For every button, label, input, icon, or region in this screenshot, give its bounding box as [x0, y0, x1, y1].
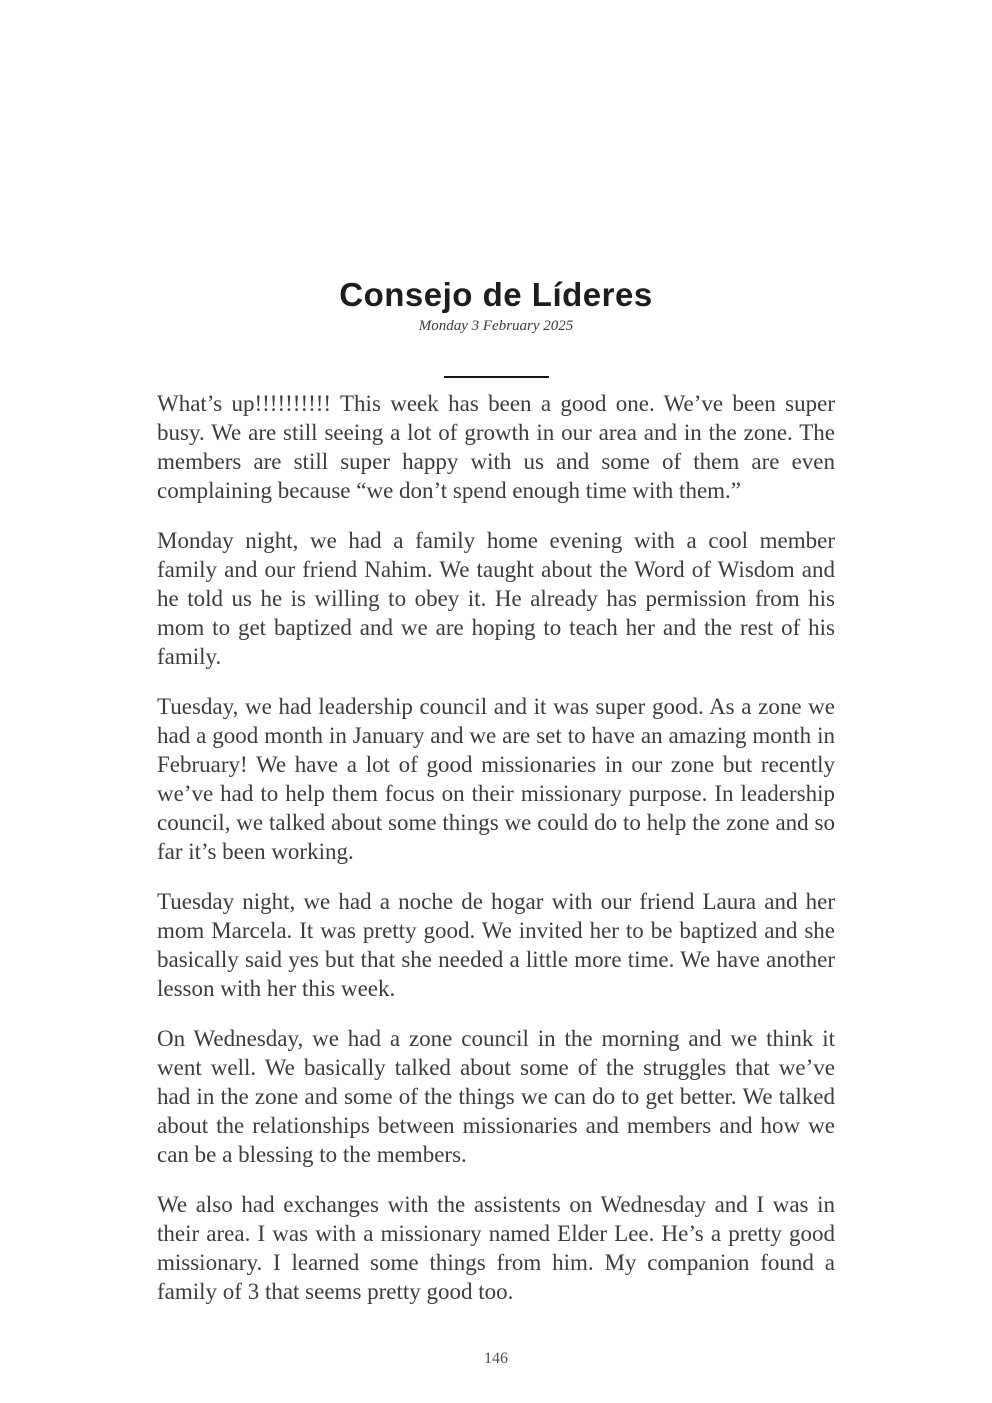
- journal-paragraph: We also had exchanges with the assistents on Wednesday and I was in their area. I was with a missionary named Elder Lee. He’s a pretty good missionary. I learned some things from him. My companion found a family of 3 that seems pretty good too.: [157, 1192, 835, 1304]
- page-title: Consejo de Líderes: [339, 276, 653, 313]
- journal-body: [157, 389, 835, 1306]
- entry-date: Monday 3 February 2025: [418, 318, 574, 334]
- page-number: 146: [484, 1350, 508, 1367]
- section-divider: [444, 376, 549, 378]
- page-content: [157, 276, 835, 1306]
- journal-paragraph: What’s up!!!!!!!!!! This week has been a good one. We’ve been super busy. We are still seeing a lot of growth in our area and in the zone. The members are still super happy with us and some of them are even complaining because “we don’t spend enough time with them.”: [157, 391, 835, 503]
- journal-paragraph: Tuesday night, we had a noche de hogar with our friend Laura and her mom Marcela. It was pretty good. We invited her to be baptized and she basically said yes but that she needed a little more time. We have another lesson with her this week.: [157, 889, 835, 1001]
- journal-paragraph: Monday night, we had a family home evening with a cool member family and our friend Nahim. We taught about the Word of Wisdom and he told us he is willing to obey it. He already has permission from his mom to get baptized and we are hoping to teach her and the rest of his family.: [157, 528, 835, 669]
- journal-paragraph: On Wednesday, we had a zone council in the morning and we think it went well. We basically talked about some of the struggles that we’ve had in the zone and some of the things we can do to get better. We talked about the relationships between missionaries and members and how we can be a blessing to the members.: [157, 1026, 835, 1167]
- journal-paragraph: Tuesday, we had leadership council and it was super good. As a zone we had a good month in January and we are set to have an amazing month in February! We have a lot of good missionaries in our zone but recently we’ve had to help them focus on their missionary purpose. In leadership council, we talked about some things we could do to help the zone and so far it’s been working.: [157, 694, 835, 864]
